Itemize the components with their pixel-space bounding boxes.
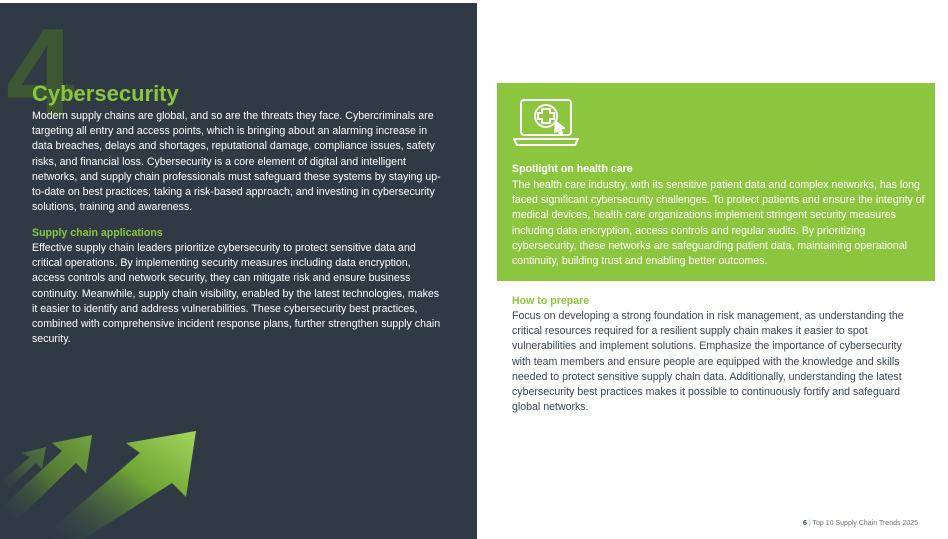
footer-separator: | bbox=[808, 520, 811, 527]
growth-arrows-graphic bbox=[0, 413, 300, 539]
section-number: 4 bbox=[6, 4, 75, 142]
left-panel bbox=[0, 3, 477, 539]
section-title: Cybersecurity bbox=[32, 81, 179, 106]
footer-label: Top 10 Supply Chain Trends 2025 bbox=[812, 520, 918, 527]
supply-chain-applications-heading: Supply chain applications bbox=[32, 227, 163, 239]
spotlight-paragraph: The health care industry, with its sensitive patient data and complex networks, has long faced significant cybersecurity challenges. To protect patients and ensure the integrity of medical devices, health care organizations implement stringent security measures including data encryption, access controls and regular audits. By prioritizing cybersecurity, these networks are safeguarding patient data, maintaining operational continuity, building trust and enabling better outcomes. bbox=[512, 179, 925, 268]
how-to-prepare-paragraph: Focus on developing a strong foundation in risk management, as understanding the critical resources required for a resilient supply chain makes it easier to spot vulnerabilities and implement solutions. Emphasize the importance of cybersecurity with team members and ensure people are equipped with the knowledge and skills needed to protect sensitive supply chain data. Additionally, understanding the latest cybersecurity best practices makes it possible to continuously fortify and safeguard global networks. bbox=[512, 310, 904, 414]
page-footer bbox=[803, 520, 918, 527]
laptop-medical-cross-icon bbox=[511, 95, 581, 151]
supply-chain-applications-paragraph: Effective supply chain leaders prioritize cybersecurity to protect sensitive data and critical operations. By implementing security measures including data encryption, access controls and network security, they can mitigate risk and ensure business continuity. Meanwhile, supply chain visibility, enabled by the latest technologies, makes it easier to identify and address vulnerabilities. These cybersecurity best practices, combined with comprehensive incident response plans, further strengthen supply chain security. bbox=[32, 242, 441, 346]
page-number: 6 bbox=[803, 520, 807, 527]
how-to-prepare-heading: How to prepare bbox=[512, 295, 590, 307]
spotlight-heading: Spotlight on health care bbox=[512, 163, 633, 175]
spotlight-box bbox=[497, 83, 935, 281]
intro-paragraph: Modern supply chains are global, and so are the threats they face. Cybercriminals are targeting all entry and access points, which is bringing about an alarming increase in data breaches, delays and shortages, reputational damage, compliance issues, safety risks, and financial loss. Cybersecurity is a core element of digital and intelligent networks, and supply chain professionals must safeguard these systems by staying up-to-date on best practices; taking a risk-based approach; and investing in cybersecurity solutions, training and awareness. bbox=[32, 110, 441, 214]
